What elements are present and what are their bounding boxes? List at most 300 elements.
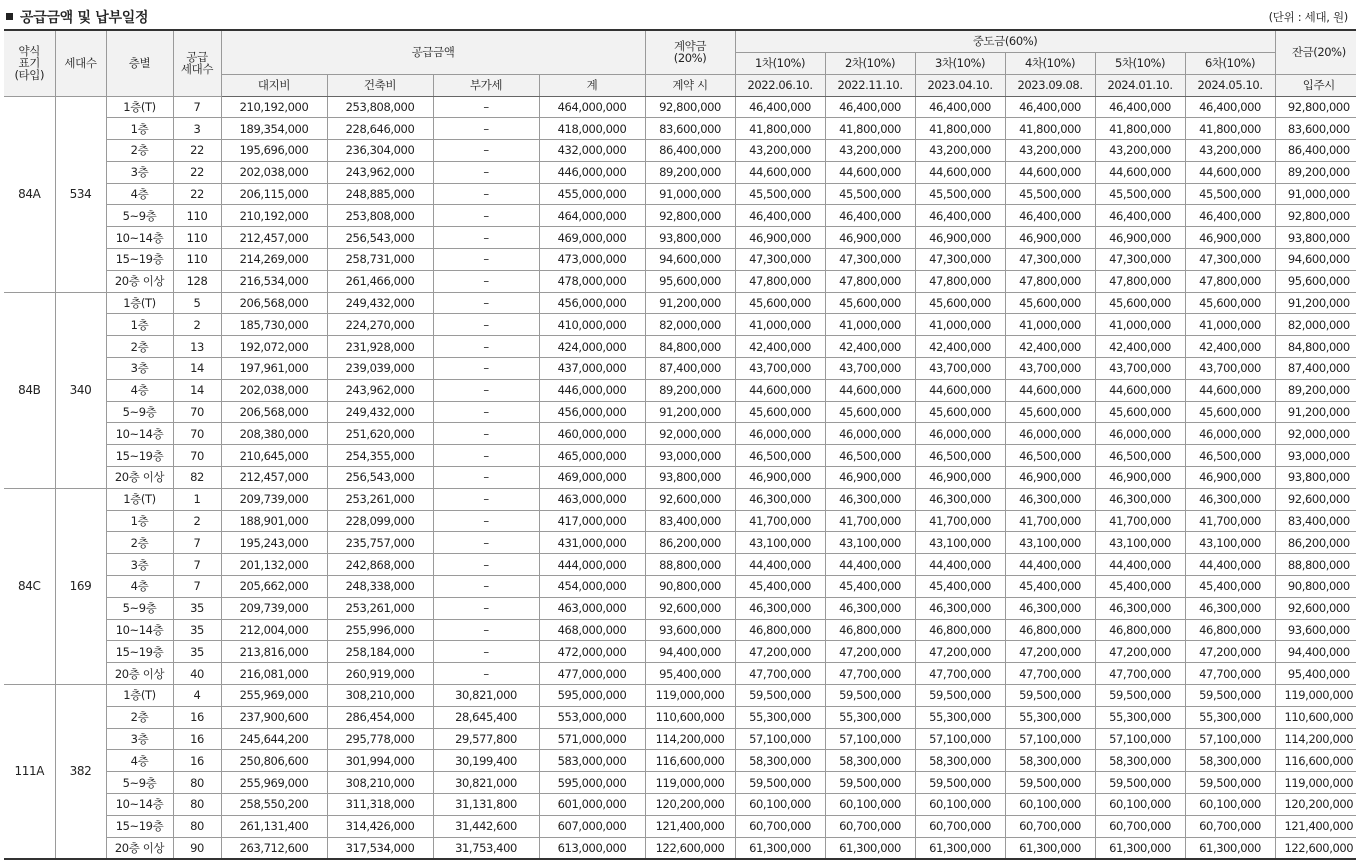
table-cell: 317,534,000 [327,837,433,859]
table-cell: 59,500,000 [1005,772,1095,794]
table-cell: 41,800,000 [1095,118,1185,140]
table-cell: 46,900,000 [735,467,825,489]
table-cell: 205,662,000 [221,576,327,598]
table-cell: 44,400,000 [1185,554,1275,576]
table-cell: 43,700,000 [735,358,825,380]
table-cell: 46,900,000 [825,227,915,249]
table-cell: 15~19층 [106,249,173,271]
table-cell: 35 [173,641,221,663]
table-cell: 260,919,000 [327,663,433,685]
table-cell: 208,380,000 [221,423,327,445]
table-row [4,467,1356,489]
table-cell: 46,900,000 [825,467,915,489]
header-building: 건축비 [327,74,433,96]
type-cell: 84A [4,96,55,292]
table-cell: 46,000,000 [1095,423,1185,445]
table-cell: 210,192,000 [221,96,327,118]
table-cell: 249,432,000 [327,401,433,423]
table-cell: 60,100,000 [825,794,915,816]
table-cell: 20층 이상 [106,467,173,489]
table-cell: 201,132,000 [221,554,327,576]
table-row [4,663,1356,685]
header-middle-payment: 중도금(60%) [735,30,1275,52]
table-cell: 224,270,000 [327,314,433,336]
table-cell: 60,100,000 [915,794,1005,816]
table-cell: 10~14층 [106,619,173,641]
table-cell: 3 [173,118,221,140]
table-cell: 46,900,000 [1095,467,1185,489]
table-cell: 70 [173,445,221,467]
table-cell: 88,800,000 [1275,554,1356,576]
table-cell: 212,457,000 [221,467,327,489]
table-cell: 70 [173,423,221,445]
table-cell: 46,300,000 [735,488,825,510]
table-cell: 57,100,000 [735,728,825,750]
table-cell: 42,400,000 [1095,336,1185,358]
table-cell: 89,200,000 [1275,379,1356,401]
table-cell: 4층 [106,379,173,401]
header-installment-6: 6차(10%) [1185,52,1275,74]
table-cell: 59,500,000 [735,772,825,794]
table-cell: 44,600,000 [825,379,915,401]
table-cell: 93,600,000 [645,619,735,641]
table-cell: 47,700,000 [735,663,825,685]
table-cell: 473,000,000 [539,249,645,271]
table-cell: 607,000,000 [539,815,645,837]
table-cell: 2층 [106,706,173,728]
table-cell: 5 [173,292,221,314]
header-floor: 층별 [106,30,173,96]
header-installment-2: 2차(10%) [825,52,915,74]
table-row [4,183,1356,205]
table-cell: 110 [173,249,221,271]
table-cell: 91,000,000 [645,183,735,205]
table-cell: 84,800,000 [645,336,735,358]
table-cell: 311,318,000 [327,794,433,816]
table-row [4,685,1356,707]
table-cell: 46,800,000 [1095,619,1185,641]
table-cell: 42,400,000 [1185,336,1275,358]
table-cell: 253,808,000 [327,205,433,227]
table-cell: 60,700,000 [1005,815,1095,837]
table-cell: 46,000,000 [915,423,1005,445]
table-cell: 60,700,000 [735,815,825,837]
table-cell: 45,400,000 [1185,576,1275,598]
table-cell: 5~9층 [106,205,173,227]
table-cell: 47,700,000 [825,663,915,685]
table-row [4,794,1356,816]
table-cell: 46,900,000 [1005,467,1095,489]
table-cell: 45,500,000 [825,183,915,205]
households-cell: 534 [55,96,106,292]
table-cell: 43,700,000 [1185,358,1275,380]
table-cell: – [433,140,539,162]
table-cell: 13 [173,336,221,358]
table-cell: 41,700,000 [735,510,825,532]
table-cell: 43,700,000 [1095,358,1185,380]
table-cell: 47,700,000 [1185,663,1275,685]
table-cell: 91,200,000 [1275,292,1356,314]
table-cell: 47,200,000 [915,641,1005,663]
table-cell: 41,700,000 [1095,510,1185,532]
table-cell: – [433,619,539,641]
table-cell: 228,646,000 [327,118,433,140]
table-cell: 43,200,000 [1095,140,1185,162]
table-cell: 83,400,000 [645,510,735,532]
table-cell: 46,400,000 [1005,205,1095,227]
table-cell: 46,300,000 [1095,488,1185,510]
table-cell: 235,757,000 [327,532,433,554]
table-cell: 243,962,000 [327,161,433,183]
table-cell: 46,400,000 [1005,96,1095,118]
table-cell: 119,000,000 [1275,772,1356,794]
table-row [4,772,1356,794]
table-body [4,96,1356,859]
table-cell: 44,400,000 [1095,554,1185,576]
header-supply-price: 공급금액 [221,30,645,74]
table-cell: 93,800,000 [1275,227,1356,249]
table-cell: 47,300,000 [735,249,825,271]
table-cell: 44,600,000 [825,161,915,183]
table-cell: 31,442,600 [433,815,539,837]
table-cell: – [433,249,539,271]
table-cell: 46,500,000 [1095,445,1185,467]
table-cell: 1층(T) [106,96,173,118]
table-cell: 46,300,000 [1185,488,1275,510]
table-cell: 94,400,000 [645,641,735,663]
table-row [4,423,1356,445]
table-cell: 30,199,400 [433,750,539,772]
table-cell: 46,500,000 [915,445,1005,467]
table-cell: 468,000,000 [539,619,645,641]
header-installment-6-date: 2024.05.10. [1185,74,1275,96]
table-cell: – [433,467,539,489]
header-land: 대지비 [221,74,327,96]
table-cell: 455,000,000 [539,183,645,205]
table-cell: 45,600,000 [1185,292,1275,314]
table-cell: 46,400,000 [735,205,825,227]
table-cell: 41,700,000 [825,510,915,532]
table-cell: 1층 [106,314,173,336]
table-cell: 3층 [106,728,173,750]
table-cell: 46,800,000 [1005,619,1095,641]
table-cell: 86,200,000 [1275,532,1356,554]
table-cell: 45,600,000 [825,401,915,423]
table-cell: 55,300,000 [1095,706,1185,728]
table-cell: 4층 [106,183,173,205]
table-cell: 206,568,000 [221,401,327,423]
table-cell: 261,131,400 [221,815,327,837]
table-cell: 216,534,000 [221,270,327,292]
table-cell: 216,081,000 [221,663,327,685]
table-cell: 58,300,000 [735,750,825,772]
table-cell: 87,400,000 [645,358,735,380]
table-cell: 465,000,000 [539,445,645,467]
table-cell: 45,400,000 [915,576,1005,598]
table-cell: 250,806,600 [221,750,327,772]
table-cell: 93,600,000 [1275,619,1356,641]
table-cell: 44,600,000 [1095,379,1185,401]
households-cell: 169 [55,488,106,684]
table-cell: – [433,205,539,227]
table-cell: 114,200,000 [1275,728,1356,750]
table-cell: 46,000,000 [1185,423,1275,445]
table-cell: 256,543,000 [327,467,433,489]
table-cell: 59,500,000 [915,685,1005,707]
table-cell: 16 [173,706,221,728]
table-cell: 16 [173,728,221,750]
table-cell: 16 [173,750,221,772]
table-cell: 212,004,000 [221,619,327,641]
table-cell: 119,000,000 [645,772,735,794]
table-cell: 41,000,000 [915,314,1005,336]
table-cell: 2 [173,314,221,336]
table-cell: 463,000,000 [539,488,645,510]
table-cell: 94,400,000 [1275,641,1356,663]
table-cell: 3층 [106,161,173,183]
table-cell: 464,000,000 [539,205,645,227]
table-cell: – [433,554,539,576]
table-cell: 110 [173,205,221,227]
table-cell: 417,000,000 [539,510,645,532]
table-cell: 45,600,000 [1095,292,1185,314]
table-cell: 90,800,000 [1275,576,1356,598]
table-cell: 46,400,000 [915,96,1005,118]
table-cell: 256,543,000 [327,227,433,249]
table-cell: 92,800,000 [645,205,735,227]
table-cell: 59,500,000 [915,772,1005,794]
table-row [4,379,1356,401]
table-cell: 92,800,000 [1275,205,1356,227]
table-cell: 42,400,000 [735,336,825,358]
table-cell: 189,354,000 [221,118,327,140]
table-cell: 57,100,000 [825,728,915,750]
table-cell: 43,100,000 [1095,532,1185,554]
table-cell: 45,500,000 [1095,183,1185,205]
table-cell: 58,300,000 [1005,750,1095,772]
table-row [4,96,1356,118]
table-cell: 45,600,000 [1095,401,1185,423]
table-cell: 2층 [106,140,173,162]
table-cell: 45,600,000 [735,401,825,423]
table-row [4,750,1356,772]
table-cell: – [433,358,539,380]
table-cell: 583,000,000 [539,750,645,772]
table-cell: – [433,401,539,423]
table-cell: – [433,161,539,183]
table-cell: 86,200,000 [645,532,735,554]
table-cell: 121,400,000 [1275,815,1356,837]
table-cell: 59,500,000 [1095,772,1185,794]
table-cell: 60,700,000 [1185,815,1275,837]
table-cell: 59,500,000 [825,685,915,707]
table-cell: 46,300,000 [915,597,1005,619]
table-cell: 46,400,000 [1095,96,1185,118]
table-cell: 553,000,000 [539,706,645,728]
header-installment-1: 1차(10%) [735,52,825,74]
table-row [4,706,1356,728]
table-cell: 47,300,000 [915,249,1005,271]
table-cell: 59,500,000 [1095,685,1185,707]
table-cell: 254,355,000 [327,445,433,467]
table-cell: – [433,532,539,554]
table-cell: 41,000,000 [825,314,915,336]
square-bullet-icon [6,13,13,20]
table-cell: 192,072,000 [221,336,327,358]
table-cell: – [433,336,539,358]
table-cell: 45,600,000 [825,292,915,314]
header-installment-5: 5차(10%) [1095,52,1185,74]
table-cell: 253,808,000 [327,96,433,118]
table-row [4,249,1356,271]
table-cell: – [433,118,539,140]
table-cell: 43,200,000 [915,140,1005,162]
table-cell: 46,400,000 [825,205,915,227]
table-cell: 10~14층 [106,227,173,249]
table-cell: 7 [173,532,221,554]
table-cell: 45,500,000 [915,183,1005,205]
table-cell: 89,200,000 [645,161,735,183]
table-cell: 14 [173,379,221,401]
table-cell: 92,600,000 [645,488,735,510]
table-cell: 47,800,000 [1185,270,1275,292]
table-cell: 42,400,000 [1005,336,1095,358]
table-cell: 43,700,000 [915,358,1005,380]
table-cell: 42,400,000 [915,336,1005,358]
table-cell: 258,550,200 [221,794,327,816]
table-cell: 45,500,000 [1185,183,1275,205]
table-cell: 46,900,000 [915,227,1005,249]
table-row [4,837,1356,859]
table-cell: 7 [173,576,221,598]
table-cell: – [433,96,539,118]
table-cell: – [433,641,539,663]
table-cell: 464,000,000 [539,96,645,118]
table-cell: 95,400,000 [1275,663,1356,685]
table-cell: 61,300,000 [1005,837,1095,859]
table-cell: 55,300,000 [825,706,915,728]
table-cell: 595,000,000 [539,772,645,794]
table-cell: 242,868,000 [327,554,433,576]
table-cell: 41,800,000 [915,118,1005,140]
table-cell: 35 [173,597,221,619]
table-cell: 46,500,000 [1005,445,1095,467]
table-cell: 47,800,000 [915,270,1005,292]
table-cell: 46,400,000 [915,205,1005,227]
table-cell: 91,200,000 [645,401,735,423]
table-cell: 59,500,000 [1005,685,1095,707]
table-cell: 44,600,000 [735,161,825,183]
table-cell: 92,000,000 [645,423,735,445]
table-cell: 237,900,600 [221,706,327,728]
table-row [4,292,1356,314]
title-bar [6,4,1348,28]
table-cell: 90 [173,837,221,859]
table-cell: 57,100,000 [915,728,1005,750]
table-cell: – [433,488,539,510]
table-cell: 446,000,000 [539,161,645,183]
section-title-text: 공급금액 및 납부일정 [20,10,149,26]
table-cell: 80 [173,794,221,816]
table-cell: 41,000,000 [1095,314,1185,336]
table-cell: 128 [173,270,221,292]
table-cell: 210,645,000 [221,445,327,467]
header-balance: 잔금(20%) [1275,30,1356,74]
type-cell: 84B [4,292,55,488]
header-installment-3-date: 2023.04.10. [915,74,1005,96]
table-cell: 92,600,000 [645,597,735,619]
header-balance-when: 입주시 [1275,74,1356,96]
table-cell: 43,700,000 [825,358,915,380]
table-cell: 3층 [106,358,173,380]
table-cell: 60,100,000 [1095,794,1185,816]
table-cell: 5~9층 [106,401,173,423]
table-cell: 58,300,000 [915,750,1005,772]
table-cell: 41,000,000 [735,314,825,336]
table-cell: 60,700,000 [915,815,1005,837]
table-cell: 30,821,000 [433,685,539,707]
table-cell: 89,200,000 [645,379,735,401]
table-cell: 120,200,000 [1275,794,1356,816]
table-cell: 91,200,000 [1275,401,1356,423]
table-cell: 83,600,000 [1275,118,1356,140]
table-cell: – [433,270,539,292]
table-cell: 46,900,000 [1095,227,1185,249]
table-cell: 47,800,000 [1095,270,1185,292]
table-cell: 46,300,000 [825,597,915,619]
table-cell: 57,100,000 [1185,728,1275,750]
table-cell: 43,200,000 [1185,140,1275,162]
table-cell: 82 [173,467,221,489]
table-cell: 95,600,000 [645,270,735,292]
table-cell: 92,800,000 [1275,96,1356,118]
table-cell: – [433,227,539,249]
table-cell: 469,000,000 [539,467,645,489]
table-cell: 22 [173,183,221,205]
table-cell: 44,600,000 [1005,379,1095,401]
table-cell: 47,200,000 [825,641,915,663]
header-deposit-when: 계약 시 [645,74,735,96]
table-cell: 46,900,000 [1185,467,1275,489]
table-cell: 202,038,000 [221,379,327,401]
table-row [4,576,1356,598]
table-cell: 41,700,000 [915,510,1005,532]
table-row [4,336,1356,358]
table-row [4,445,1356,467]
table-cell: 197,961,000 [221,358,327,380]
table-cell: 93,800,000 [1275,467,1356,489]
table-row [4,488,1356,510]
header-vat: 부가세 [433,74,539,96]
table-cell: 95,400,000 [645,663,735,685]
table-cell: 60,100,000 [735,794,825,816]
table-cell: 61,300,000 [825,837,915,859]
table-row [4,641,1356,663]
table-cell: 206,115,000 [221,183,327,205]
table-cell: 1층(T) [106,488,173,510]
table-cell: 41,800,000 [735,118,825,140]
table-cell: 7 [173,554,221,576]
table-cell: 5~9층 [106,772,173,794]
table-cell: 55,300,000 [735,706,825,728]
table-cell: 202,038,000 [221,161,327,183]
table-cell: 206,568,000 [221,292,327,314]
table-cell: 308,210,000 [327,772,433,794]
table-cell: 41,000,000 [1185,314,1275,336]
table-cell: 456,000,000 [539,401,645,423]
table-cell: 295,778,000 [327,728,433,750]
table-cell: 58,300,000 [1185,750,1275,772]
